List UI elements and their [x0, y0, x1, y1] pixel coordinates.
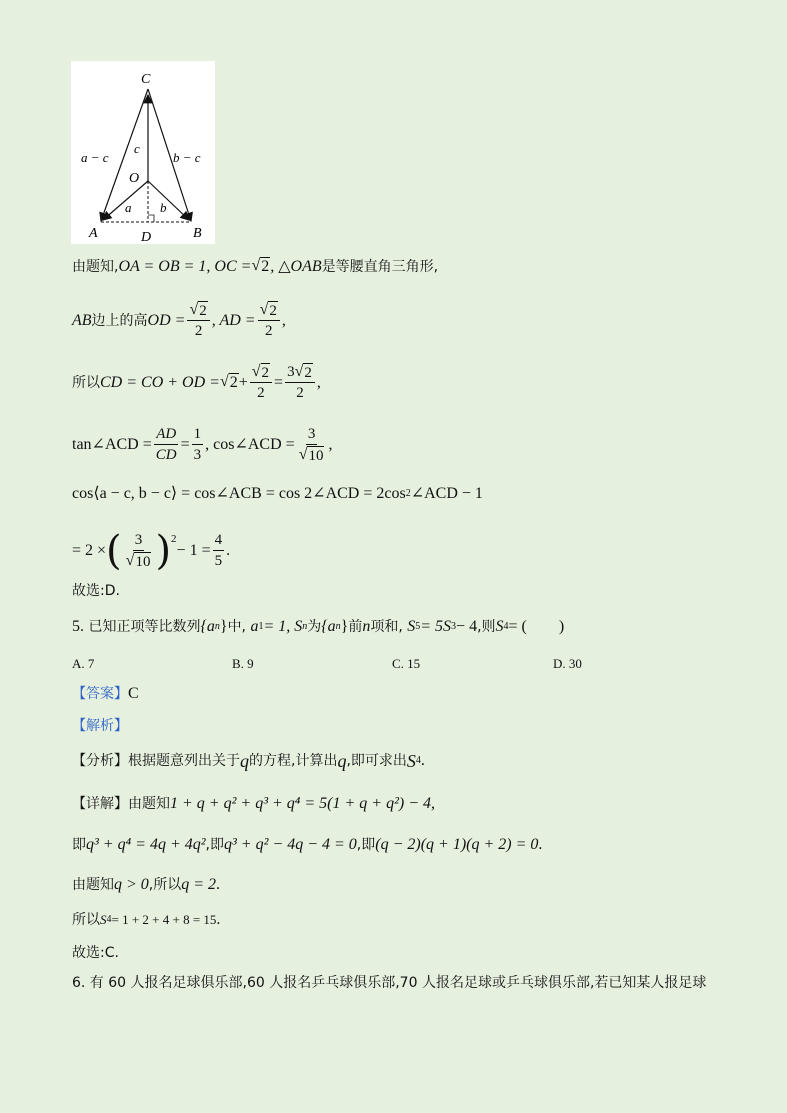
math-expr: S — [406, 751, 416, 771]
punct: . — [216, 911, 221, 928]
subscript: 4 — [503, 621, 509, 632]
math-expr: {a — [200, 618, 215, 635]
math-expr: − 4 — [456, 618, 478, 635]
math-expr: q — [337, 751, 347, 771]
answer-line — [72, 685, 139, 703]
math-expr: q > 0 — [114, 876, 149, 893]
label-vec-b: b — [160, 200, 167, 215]
fraction: 3 √ 2 2 — [285, 362, 315, 403]
subscript: 4 — [106, 914, 112, 925]
math-op: + — [238, 373, 248, 391]
option-A: A. 7 — [72, 656, 95, 671]
math-expr: S — [100, 912, 107, 927]
math-expr: S — [407, 618, 416, 635]
question-5 — [72, 618, 564, 636]
answer-tag: 【答案】 — [72, 686, 128, 702]
numerator: 1 — [192, 424, 204, 445]
math-expr: S — [495, 618, 504, 635]
math-op: = — [180, 435, 190, 453]
label-O: O — [129, 171, 140, 186]
text: 即 — [72, 837, 86, 853]
subscript: 1 — [258, 621, 264, 632]
sum-line — [72, 911, 220, 929]
denominator: 2 — [257, 385, 265, 401]
math-expr: n — [362, 618, 371, 635]
xiangjie-tag: 【详解】 — [72, 796, 128, 812]
coefficient: 3 — [287, 364, 295, 380]
label-vec-c: c — [134, 141, 140, 156]
subscript: 3 — [451, 621, 457, 632]
text: 的方程,计算出 — [249, 753, 338, 769]
fraction: √ 2 2 — [187, 300, 209, 341]
text: 所以 — [72, 912, 100, 928]
label-vec-a: a — [125, 200, 132, 215]
label-vec-b-minus-c: b − c — [173, 150, 201, 165]
denominator: 2 — [264, 323, 273, 339]
punct: . — [420, 752, 425, 769]
text: ,即 — [205, 837, 224, 853]
math-expr: 1 + q + q² + q³ + q⁴ = 5(1 + q + q²) − 4 — [170, 795, 431, 812]
denominator: CD — [155, 447, 177, 463]
analysis-heading — [72, 717, 128, 735]
text: 由题知 — [128, 796, 170, 812]
math-expr: } — [340, 618, 349, 635]
subscript: 5 — [415, 621, 421, 632]
text: 为 — [307, 619, 322, 635]
right-angle-mark — [148, 215, 154, 222]
fraction: 3 √ 10 — [125, 532, 151, 570]
text: 项和, — [370, 619, 403, 635]
math-expr: a — [250, 618, 259, 635]
text: 中, — [227, 619, 246, 635]
label-C: C — [141, 72, 151, 87]
radicand: 2 — [199, 303, 207, 319]
question-6: 6. 有 60 人报名足球俱乐部,60 人报名乒乓球俱乐部,70 人报名足球或乒乓球俱乐部,若已知某人报足球 — [72, 975, 707, 991]
text: 边上的高 — [91, 312, 148, 329]
option-D: D. 30 — [553, 656, 582, 671]
radicand: 2 — [229, 374, 238, 391]
radicand: 2 — [261, 258, 270, 275]
text-prefix: 由题知, — [72, 258, 119, 275]
math-expr: = ( ) — [508, 618, 565, 635]
superscript: 2 — [405, 488, 411, 499]
punct: , — [281, 311, 286, 329]
subscript: n — [302, 621, 308, 632]
math-expr: OA = OB = 1, OC = — [118, 257, 252, 275]
text-suffix: 是等腰直角三角形, — [321, 258, 439, 275]
question-number: 5. — [72, 618, 84, 635]
radicand: 2 — [269, 303, 277, 319]
numerator: AD — [154, 424, 178, 445]
vector-diagram — [71, 61, 215, 244]
sqrt-expr: √ 2 — [219, 373, 238, 391]
math-expr: = 1, S — [263, 618, 303, 635]
solution-line-6 — [72, 527, 231, 574]
label-D: D — [141, 230, 152, 244]
denominator: 3 — [193, 447, 202, 463]
fraction — [213, 530, 225, 571]
text: ,即 — [356, 837, 376, 853]
math-expr: {a — [321, 618, 336, 635]
math-expr: cos⟨a − c, b − c⟩ = cos∠ACB = cos 2∠ACD = 2cos — [72, 485, 406, 502]
math-expr: , △OAB — [270, 257, 322, 275]
denominator: 5 — [214, 553, 223, 569]
equivalence-line — [72, 836, 542, 854]
solution-line-5 — [72, 485, 483, 503]
fraction — [192, 424, 204, 465]
option-B: B. 9 — [232, 656, 254, 671]
xiangjie-line — [72, 795, 435, 813]
punct: , — [328, 435, 333, 453]
math-expr: = 1 + 2 + 4 + 8 = 15 — [111, 912, 217, 927]
math-expr: q³ + q⁴ = 4q + 4q² — [86, 836, 206, 853]
analysis-tag: 【解析】 — [72, 718, 128, 734]
subscript: 4 — [415, 755, 421, 766]
triangle-figure — [71, 61, 215, 244]
text: 已知正项等比数列 — [88, 619, 201, 635]
radicand: 10 — [135, 554, 151, 570]
vector-b-line — [148, 181, 189, 220]
text: ,即可求出 — [346, 753, 407, 769]
math-op: = — [274, 373, 284, 391]
math-expr: } — [219, 618, 228, 635]
conclusion-line-C: 故选:C. — [72, 945, 119, 961]
math-expr: ∠ACD − 1 — [410, 485, 483, 502]
solution-line-4 — [72, 424, 332, 465]
math-expr: CD = CO + OD = — [100, 373, 220, 391]
denominator: 2 — [296, 385, 304, 401]
numerator: 3 — [306, 424, 318, 445]
math-expr: AB — [72, 311, 92, 329]
text: 前 — [348, 619, 363, 635]
math-expr: q³ + q² − 4q − 4 = 0 — [224, 836, 357, 853]
punct: , — [316, 373, 321, 391]
solution-line-1 — [72, 257, 438, 276]
text: 所以 — [72, 374, 100, 391]
conclusion-line-D: 故选:D. — [72, 583, 120, 599]
fraction — [154, 424, 179, 465]
fraction: 3 √ 10 — [298, 426, 324, 464]
sqrt-expr: √ 2 — [251, 257, 270, 275]
answer-value: C — [128, 685, 139, 702]
math-expr: , cos∠ACD = — [205, 435, 295, 453]
superscript: 2 — [171, 533, 177, 545]
math-expr: = 5S — [420, 618, 452, 635]
punct: . — [216, 876, 221, 893]
text: 根据题意列出关于 — [128, 753, 240, 769]
radicand: 10 — [308, 448, 324, 464]
math-expr: = 2 × — [72, 541, 107, 559]
denominator: 2 — [194, 323, 203, 339]
math-expr: q — [240, 751, 249, 771]
text: ,则 — [477, 619, 496, 635]
text: 由题知 — [72, 877, 114, 893]
subscript: n — [335, 621, 341, 632]
punct: , — [430, 795, 435, 812]
subscript: n — [214, 621, 220, 632]
fraction: √ 2 2 — [250, 362, 272, 403]
fraction: √ 2 2 — [258, 300, 280, 341]
math-expr: , AD = — [211, 311, 256, 329]
solution-line-2 — [72, 300, 286, 341]
math-expr: − 1 = — [176, 541, 211, 559]
numerator: 3 — [133, 530, 145, 551]
math-expr: (q − 2)(q + 1)(q + 2) = 0 — [375, 836, 539, 853]
math-expr: q = 2 — [181, 876, 217, 893]
left-paren: ( — [106, 527, 122, 574]
label-B: B — [193, 226, 202, 241]
punct: . — [226, 541, 231, 559]
radicand: 2 — [261, 365, 270, 381]
q-positive-line — [72, 876, 220, 894]
radicand: 2 — [304, 365, 312, 381]
solution-line-3 — [72, 362, 321, 403]
punct: . — [538, 836, 543, 853]
option-C: C. 15 — [392, 656, 421, 671]
text: ,所以 — [148, 877, 182, 893]
numerator: 4 — [213, 530, 225, 551]
fenxi-tag: 【分析】 — [72, 753, 128, 769]
math-expr: tan∠ACD = — [72, 435, 152, 453]
fenxi-line — [72, 752, 425, 770]
math-expr: OD = — [147, 311, 186, 329]
label-A: A — [89, 226, 98, 241]
label-vec-a-minus-c: a − c — [81, 150, 109, 165]
right-paren: ) — [155, 527, 172, 574]
